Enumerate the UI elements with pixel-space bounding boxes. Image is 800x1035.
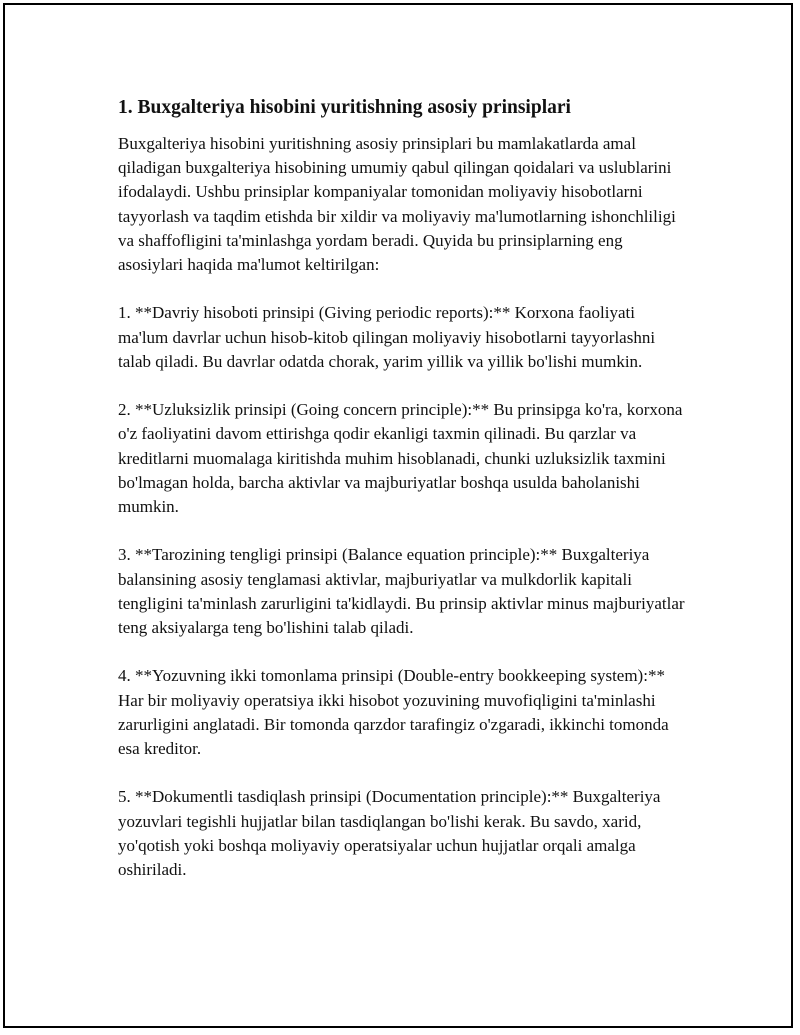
principle-paragraph-4: 4. **Yozuvning ikki tomonlama prinsipi (Double-entry bookkeeping system):** Har bir moliyaviy operatsiya ikki hisobot yozuvining muvofiqligini ta'minlashi zarurligini anglatadi. Bir tomonda qarzdor tarafingiz o'zgaradi, ikkinchi tomonda esa kreditor. [118,666,669,759]
principle-paragraph-1: 1. **Davriy hisoboti prinsipi (Giving periodic reports):** Korxona faoliyati ma'lum davrlar uchun hisob-kitob qilingan moliyaviy hisobotlarni tayyorlashni talab qiladi. Bu davrlar odatda chorak, yarim yillik va yillik bo'lishi mumkin. [118,303,656,371]
principle-paragraph-5: 5. **Dokumentli tasdiqlash prinsipi (Documentation principle):** Buxgalteriya yozuvlari tegishli hujjatlar bilan tasdiqlangan bo'lishi kerak. Bu savdo, xarid, yo'qotish yoki boshqa moliyaviy operatsiyalar uchun hujjatlar orqali amalga oshiriladi. [118,787,661,880]
intro-paragraph: Buxgalteriya hisobini yuritishning asosiy prinsiplari bu mamlakatlarda amal qiladigan buxgalteriya hisobining umumiy qabul qilingan qoidalari va uslublarini ifodalaydi. Ushbu prinsiplar kompaniyalar tomonidan moliyaviy hisobotlarni tayyorlash va taqdim etishda bir xildir va moliyaviy ma'lumotlarning ishonchliligi va shaffofligini ta'minlashga yordam beradi. Quyida bu prinsiplarning eng asosiylari haqida ma'lumot keltirilgan: [118,134,676,275]
principle-paragraph-3: 3. **Tarozining tengligi prinsipi (Balance equation principle):** Buxgalteriya balansining asosiy tenglamasi aktivlar, majburiyatlar va mulkdorlik kapitali tengligini ta'minlash zarurligini ta'kidlaydi. Bu prinsip aktivlar minus majburiyatlar teng aksiyalarga teng bo'lishini talab qiladi. [118,545,685,638]
document-title: 1. Buxgalteriya hisobini yuritishning asosiy prinsiplari [118,97,571,118]
document-body [118,96,688,882]
principle-paragraph-2: 2. **Uzluksizlik prinsipi (Going concern principle):** Bu prinsipga ko'ra, korxona o'z faoliyatini davom ettirishga qodir ekanligi taxmin qilinadi. Bu qarzlar va kreditlarni muomalaga kiritishda muhim hisoblanadi, chunki uzluksizlik taxmini bo'lmagan holda, barcha aktivlar va majburiyatlar boshqa usulda baholanishi mumkin. [118,400,683,517]
